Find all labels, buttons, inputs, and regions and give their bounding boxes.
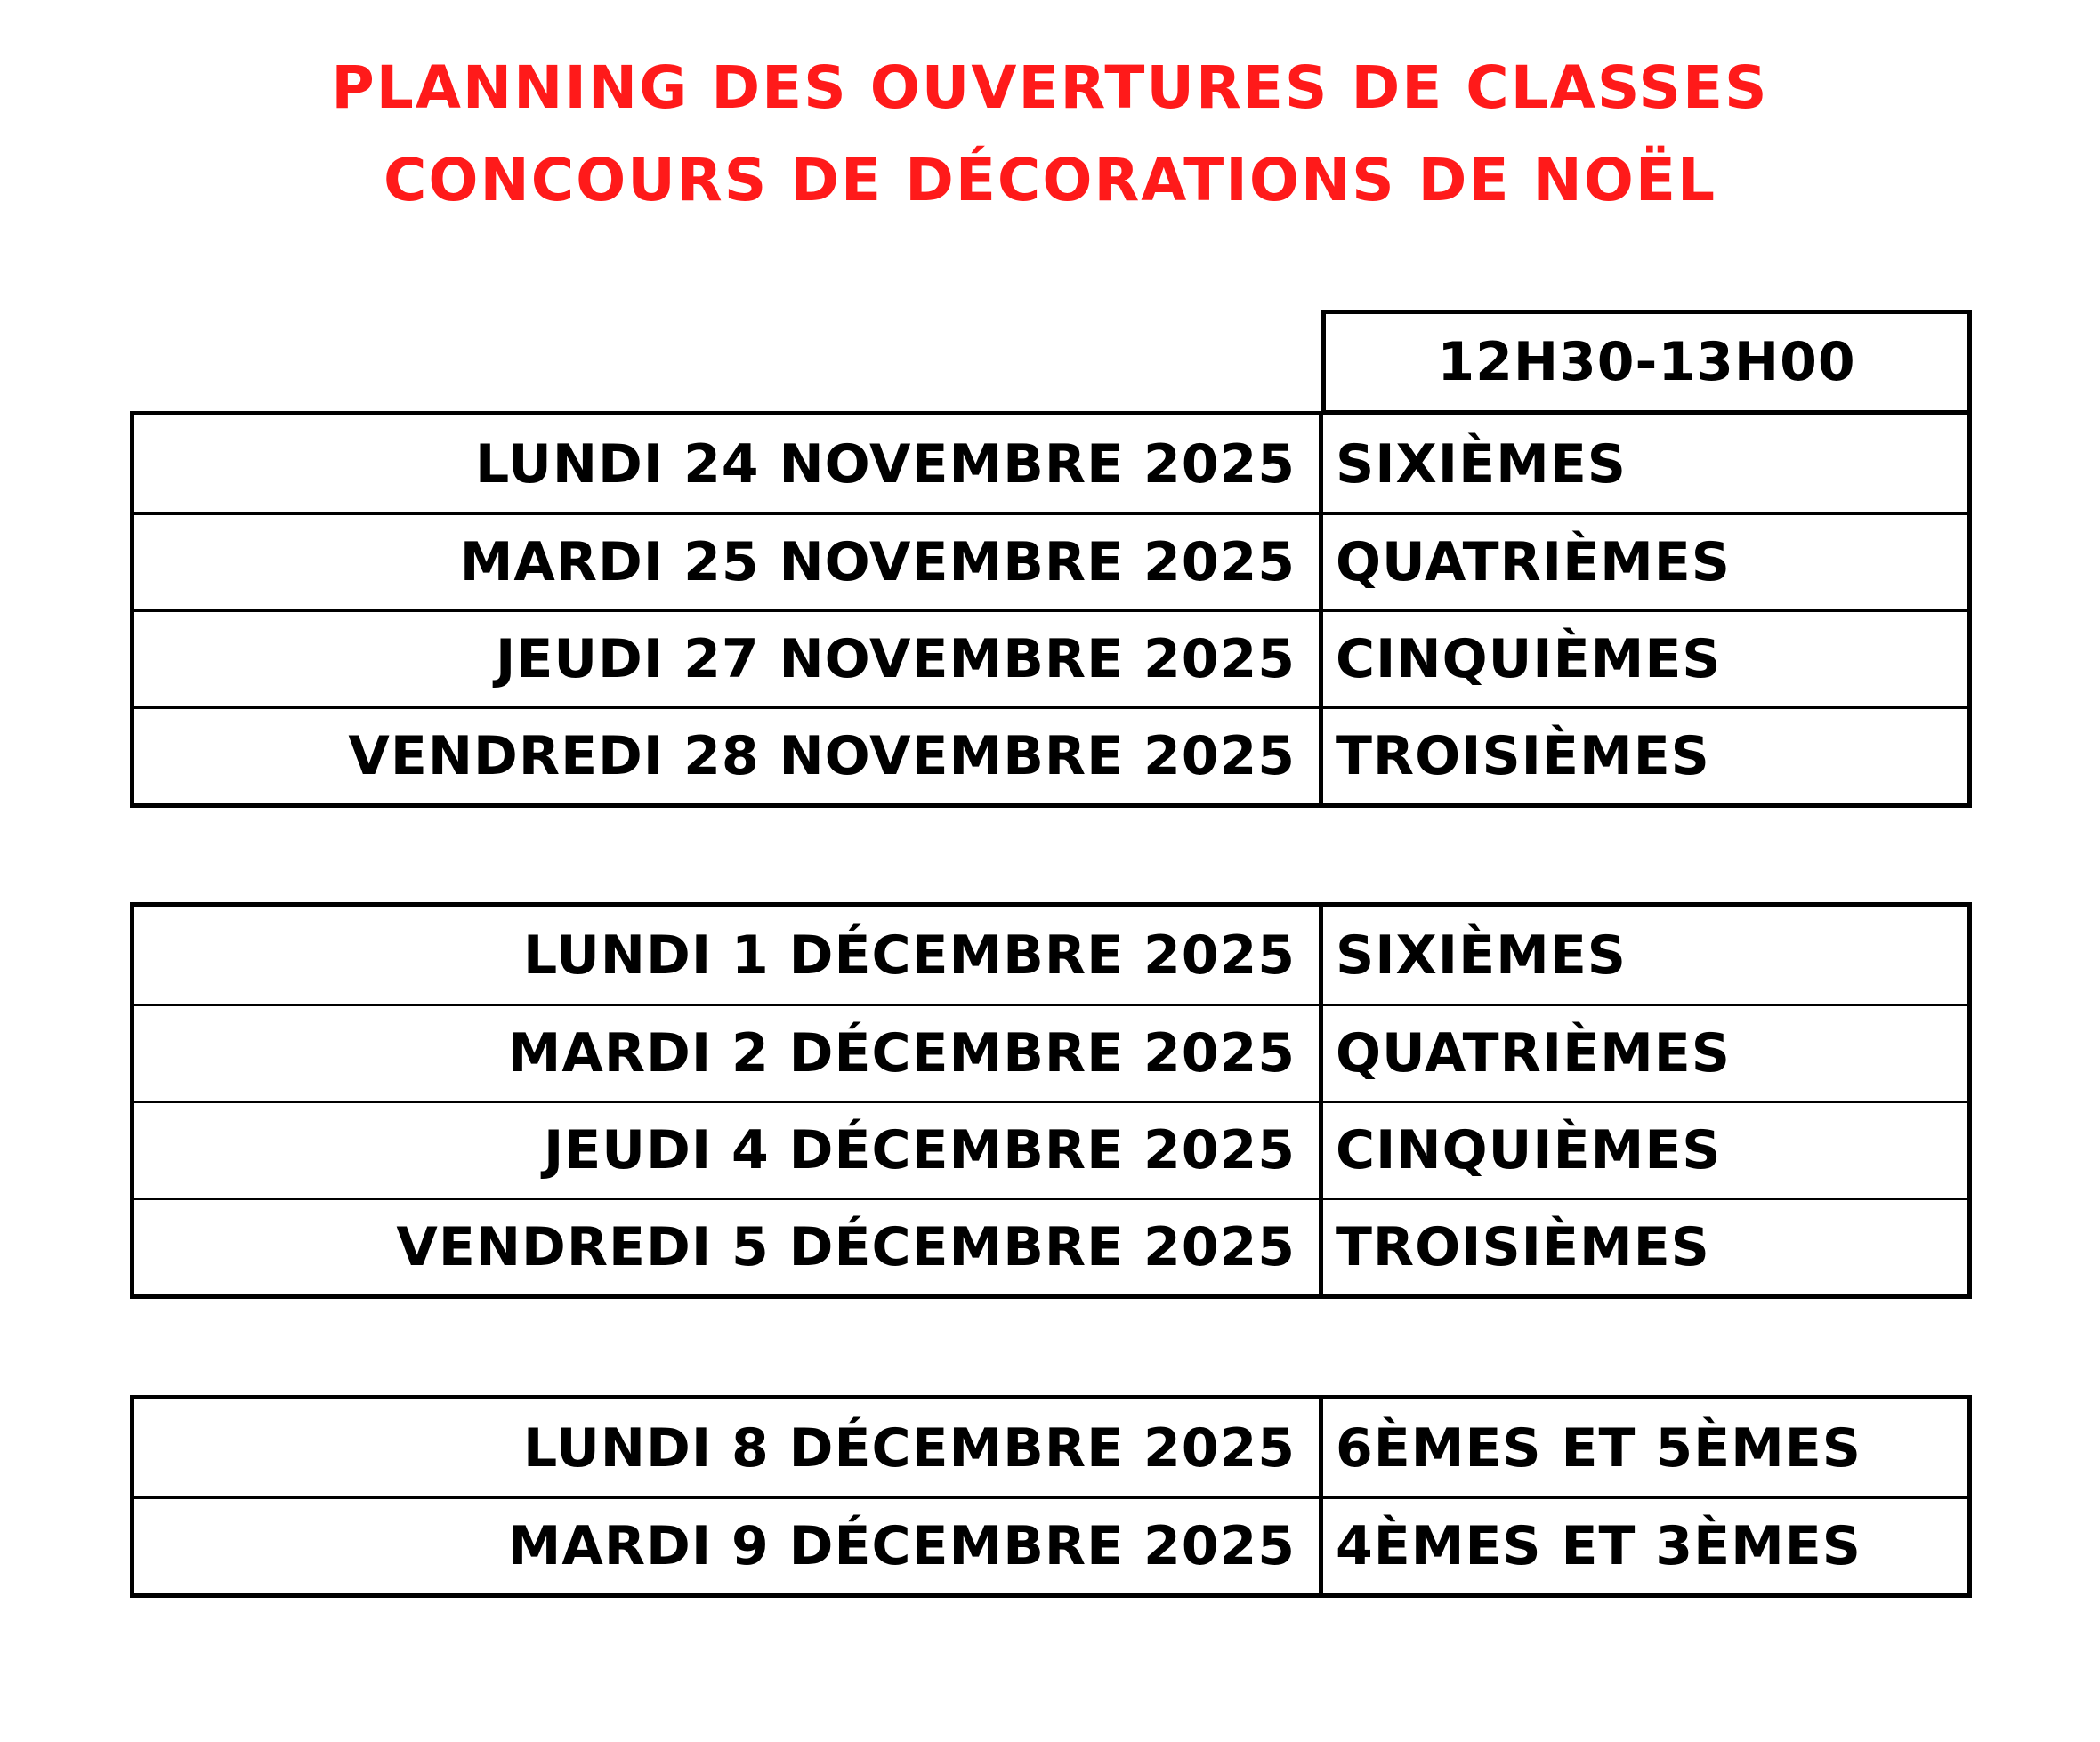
table-row	[134, 1101, 1967, 1198]
classes-cell: QUATRIÈMES	[1336, 1022, 1732, 1085]
date-cell: LUNDI 8 DÉCEMBRE 2025	[134, 1399, 1323, 1496]
table-row	[134, 415, 1967, 512]
page-title-line-1: PLANNING DES OUVERTURES DE CLASSES	[331, 53, 1769, 122]
date-cell: MARDI 25 NOVEMBRE 2025	[134, 515, 1323, 609]
classes-cell: CINQUIÈMES	[1336, 628, 1722, 690]
table-row	[134, 706, 1967, 803]
table-row	[134, 1198, 1967, 1294]
page-title-line-2: CONCOURS DE DÉCORATIONS DE NOËL	[383, 146, 1717, 214]
classes-cell: 6ÈMES ET 5ÈMES	[1336, 1416, 1862, 1480]
classes-cell: SIXIÈMES	[1336, 432, 1628, 496]
classes-cell: TROISIÈMES	[1336, 725, 1710, 787]
schedule-table-december-week-2	[130, 1395, 1972, 1598]
table-row	[134, 609, 1967, 706]
date-cell: MARDI 9 DÉCEMBRE 2025	[134, 1499, 1323, 1593]
classes-cell: TROISIÈMES	[1336, 1216, 1710, 1278]
time-slot-header: 12H30-13H00	[1321, 310, 1972, 415]
classes-cell: CINQUIÈMES	[1336, 1119, 1722, 1181]
date-cell: JEUDI 27 NOVEMBRE 2025	[134, 612, 1323, 706]
table-row	[134, 512, 1967, 609]
date-cell: LUNDI 24 NOVEMBRE 2025	[134, 415, 1323, 512]
table-row	[134, 1004, 1967, 1101]
table-row	[134, 1399, 1967, 1496]
classes-cell: SIXIÈMES	[1336, 923, 1628, 987]
date-cell: JEUDI 4 DÉCEMBRE 2025	[134, 1103, 1323, 1198]
date-cell: VENDREDI 5 DÉCEMBRE 2025	[134, 1200, 1323, 1294]
table-row	[134, 907, 1967, 1004]
date-cell: LUNDI 1 DÉCEMBRE 2025	[134, 907, 1323, 1004]
date-cell: MARDI 2 DÉCEMBRE 2025	[134, 1006, 1323, 1101]
schedule-table-december-week-1	[130, 902, 1972, 1299]
date-cell: VENDREDI 28 NOVEMBRE 2025	[134, 709, 1323, 803]
classes-cell: QUATRIÈMES	[1336, 531, 1732, 593]
classes-cell: 4ÈMES ET 3ÈMES	[1336, 1515, 1862, 1577]
schedule-table-november	[130, 411, 1972, 808]
table-row	[134, 1496, 1967, 1593]
